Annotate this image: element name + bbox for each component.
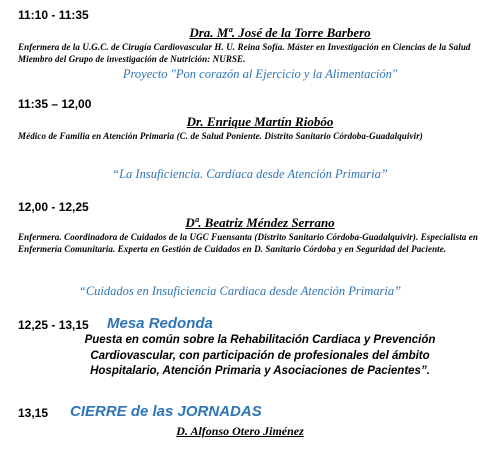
session-time: 12,00 - 12,25 [18, 200, 89, 214]
speaker-name: Dª. Beatriz Méndez Serrano [185, 215, 335, 230]
round-table-title: Mesa Redonda [107, 315, 213, 332]
talk-title: Proyecto "Pon corazón al Ejercicio y la Alimentación" [122, 67, 398, 81]
talk-title: “La Insuficiencia. Cardíaca desde Atención Primaria” [112, 167, 388, 181]
speaker-name: Dra. Mª. José de la Torre Barbero [189, 25, 371, 40]
talk-title: “Cuidados en Insuficiencia Cardiaca desde Atención Primaria” [78, 284, 402, 298]
speaker-name: Dr. Enrique Martín Riobóo [186, 114, 334, 129]
round-table-description: Puesta en común sobre la Rehabilitación Cardiaca y Prevención Cardiovascular, con participación de profesionales del ámbito Hospitalario, Atención Primaria y Asociaciones de Pacientes”. [84, 334, 436, 377]
closing-speaker: D. Alfonso Otero Jiménez [176, 424, 304, 438]
closing-title: CIERRE de las JORNADAS [70, 403, 262, 420]
round-table-time: 12,25 - 13,15 [18, 318, 89, 332]
closing-time: 13,15 [18, 406, 49, 420]
session-time: 11:10 - 11:35 [18, 8, 89, 22]
speaker-bio: Enfermera. Coordinadora de Cuidados de la UGC Fuensanta (Distrito Sanitario Córdoba-Guadalquivir). Especialista en Enfermería Comunitaria. Experta en Gestión de Cuidados en D. Sanitario Córdoba y en Seguridad del Paciente. [18, 232, 478, 254]
speaker-bio: Médico de Familia en Atención Primaria (C. de Salud Poniente. Distrito Sanitario Córdoba-Guadalquivir) [18, 131, 423, 141]
session-time: 11:35 – 12,00 [18, 97, 92, 111]
speaker-bio: Enfermera de la U.G.C. de Cirugía Cardiovascular H. U. Reina Sofía. Máster en Investigación en Ciencias de la Salud Miembro del Grupo de investigación de Nutrición: NURSE. [18, 42, 471, 64]
